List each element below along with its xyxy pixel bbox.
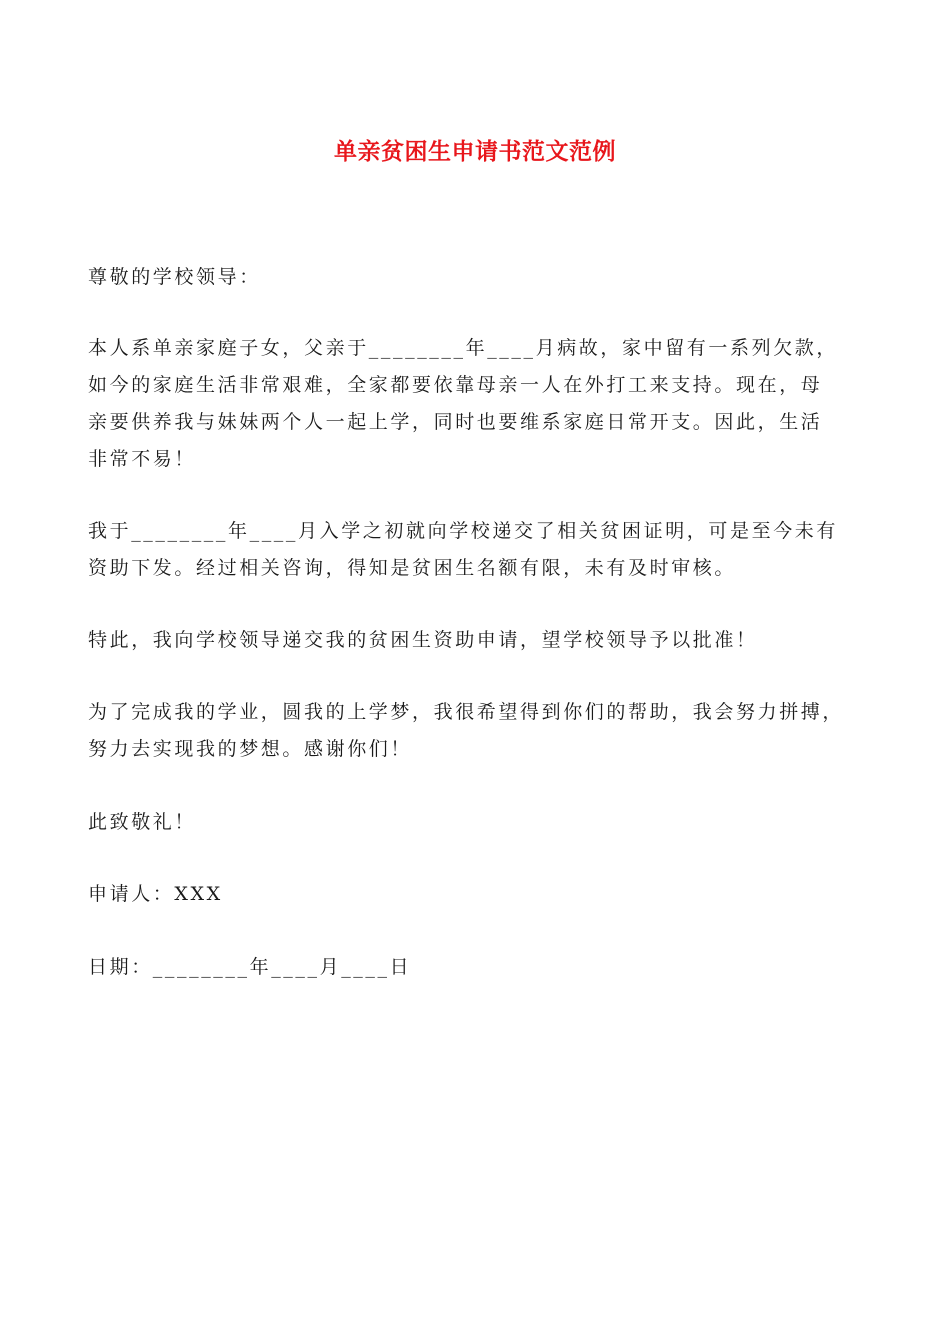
- paragraph-2-line-1: 我于________年____月入学之初就向学校递交了相关贫困证明，可是至今未有: [88, 520, 839, 542]
- paragraph-1-line-4: 非常不易！: [88, 448, 197, 470]
- paragraph-1-line-1: 本人系单亲家庭子女，父亲于________年____月病故，家中留有一系列欠款，: [88, 337, 839, 359]
- document-title: 单亲贫困生申请书范文范例: [334, 139, 616, 165]
- paragraph-4-line-1: 为了完成我的学业，圆我的上学梦，我很希望得到你们的帮助，我会努力拼搏，: [88, 701, 845, 723]
- paragraph-3-line-1: 特此，我向学校领导递交我的贫困生资助申请，望学校领导予以批准！: [88, 629, 758, 651]
- paragraph-4-line-2: 努力去实现我的梦想。感谢你们！: [88, 738, 413, 760]
- closing: 此致敬礼！: [88, 811, 197, 833]
- paragraph-1-line-2: 如今的家庭生活非常艰难，全家都要依靠母亲一人在外打工来支持。现在，母: [88, 374, 823, 396]
- applicant: 申请人：XXX: [88, 883, 223, 905]
- salutation: 尊敬的学校领导：: [88, 266, 261, 288]
- date-line: 日期：________年____月____日: [88, 956, 412, 978]
- paragraph-2-line-2: 资助下发。经过相关咨询，得知是贫困生名额有限，未有及时审核。: [88, 557, 737, 579]
- paragraph-1-line-3: 亲要供养我与妹妹两个人一起上学，同时也要维系家庭日常开支。因此，生活: [88, 411, 823, 433]
